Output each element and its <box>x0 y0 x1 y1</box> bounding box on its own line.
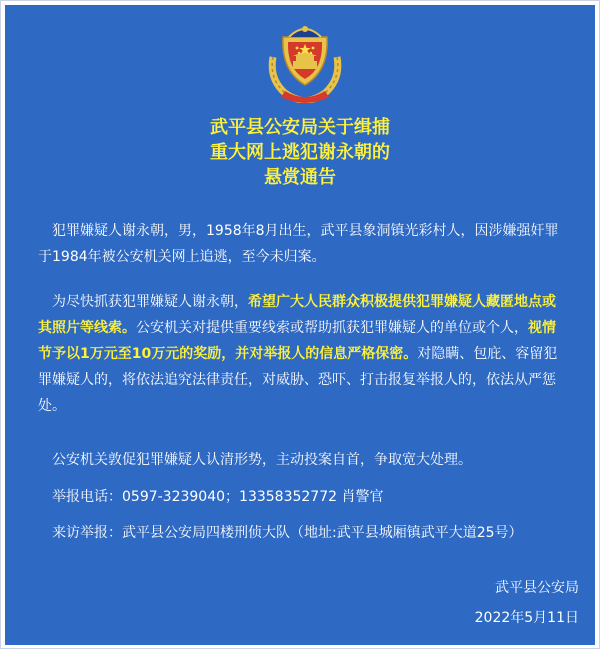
notice-title-line-2: 重大网上逃犯谢永朝的 <box>210 142 390 163</box>
reward-appeal-text: 希望广大人民群众积极提供犯罪嫌疑人藏匿地点或其照片等线索。 <box>38 294 556 336</box>
signature-date: 2022年5月11日 <box>474 610 579 626</box>
reward-target-text: 公安机关对提供重要线索或帮助抓获犯罪嫌疑人的单位或个人， <box>136 320 528 336</box>
paragraph-surrender <box>38 447 564 473</box>
visit-address-text: 来访举报：武平县公安局四楼刑侦大队（地址:武平县城厢镇武平大道25号） <box>52 525 523 541</box>
surrender-text: 公安机关敦促犯罪嫌疑人认清形势，主动投案自首，争取宽大处理。 <box>52 452 472 468</box>
police-emblem-icon <box>263 17 347 103</box>
suspect-info-text: 犯罪嫌疑人谢永朝，男，1958年8月出生，武平县象洞镇光彩村人，因涉嫌强奸罪于1984年被公安机关网上追逃，至今未归案。 <box>38 223 559 265</box>
notice-title-line-3: 悬赏通告 <box>264 167 336 188</box>
paragraph-reward <box>38 289 564 419</box>
reward-warning-text: 对隐瞒、包庇、容留犯罪嫌疑人的，将依法追究法律责任，对威胁、恐吓、打击报复举报人的，依法从严惩处。 <box>38 346 558 414</box>
paragraph-visit-address <box>38 520 564 546</box>
notice-panel <box>5 5 595 645</box>
reward-amount-text: 视情节予以1万元至10万元的奖励，并对举报人的信息严格保密。 <box>38 320 556 362</box>
paragraph-suspect-info <box>38 218 564 270</box>
hotline-text: 举报电话：0597-3239040；13358352772 肖警官 <box>52 489 384 505</box>
paragraph-hotline <box>38 484 564 510</box>
reward-intro-text: 为尽快抓获犯罪嫌疑人谢永朝， <box>52 294 248 310</box>
notice-title-line-1: 武平县公安局关于缉捕 <box>210 117 390 138</box>
signature-org: 武平县公安局 <box>495 580 579 596</box>
